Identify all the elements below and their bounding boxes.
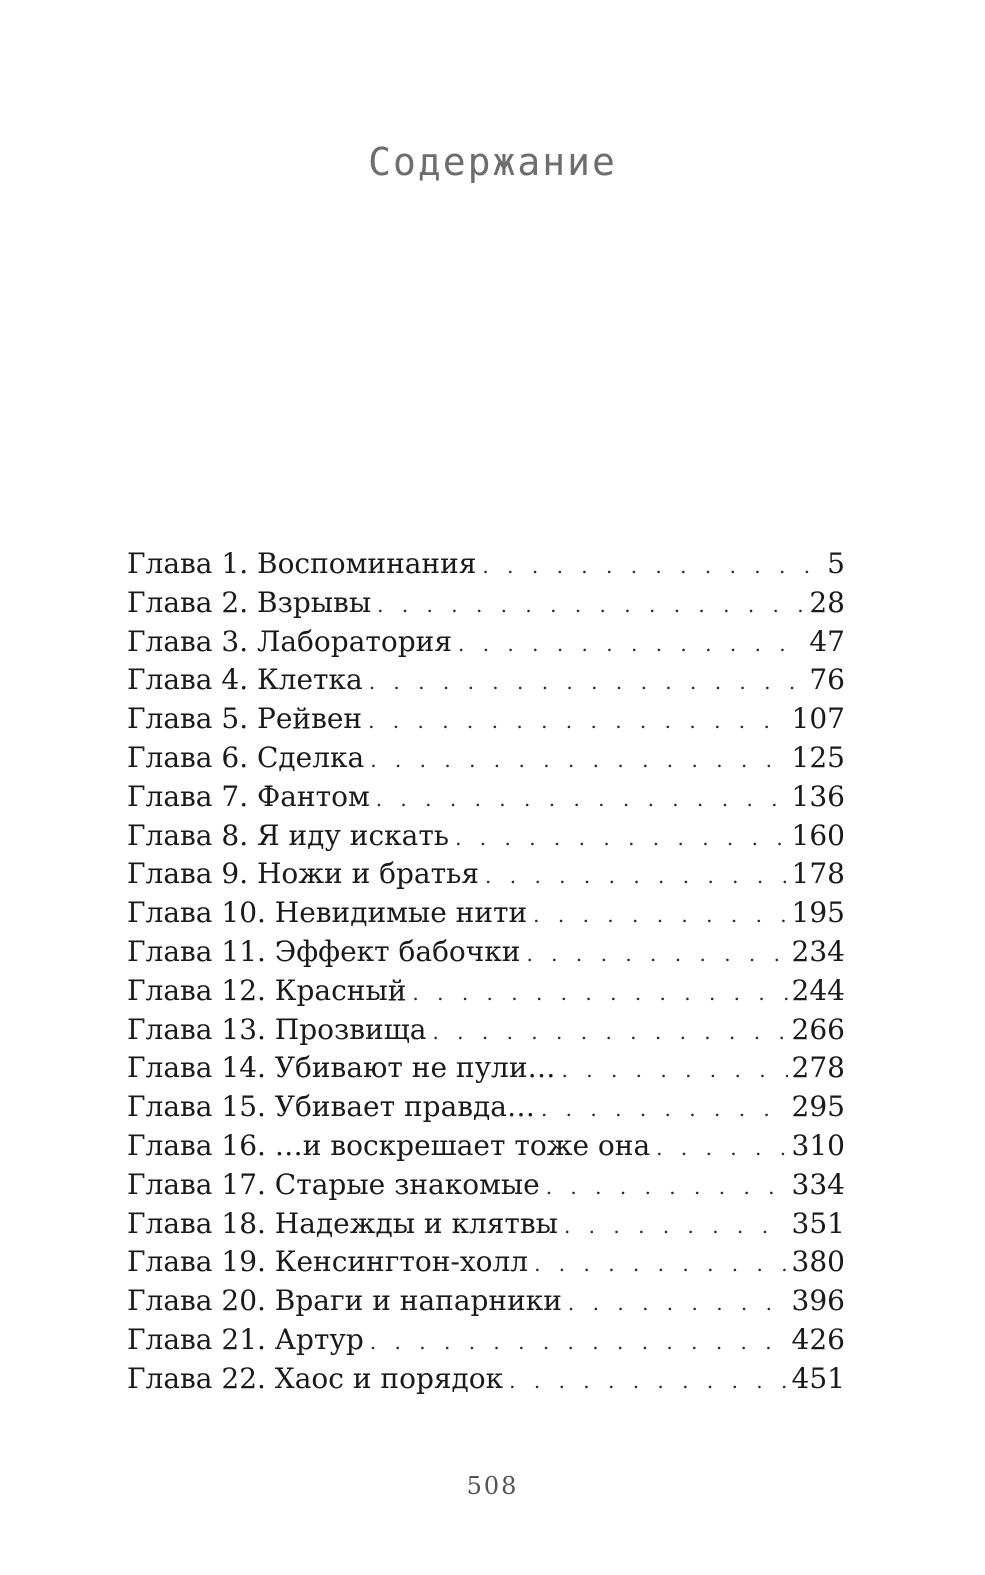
toc-entry-page: 426	[791, 1322, 845, 1356]
toc-entry-title: Глава 17. Старые знакомые	[127, 1167, 540, 1201]
toc-entry[interactable]	[127, 1243, 845, 1282]
toc-entry-title: Глава 15. Убивает правда…	[127, 1090, 535, 1124]
toc-entry[interactable]	[127, 1088, 845, 1127]
dot-leader	[541, 1090, 788, 1129]
dot-leader	[509, 1362, 787, 1401]
toc-entry[interactable]	[127, 972, 845, 1011]
toc-entry-page: 295	[791, 1090, 845, 1124]
toc-entry-page: 136	[791, 779, 845, 813]
toc-entry[interactable]	[127, 855, 845, 894]
dot-leader	[533, 896, 787, 935]
toc-entry[interactable]	[127, 1166, 845, 1205]
dot-leader	[562, 1051, 788, 1090]
toc-entry-page: 28	[809, 585, 845, 619]
toc-entry-title: Глава 13. Прозвища	[127, 1012, 427, 1046]
toc-entry[interactable]	[127, 817, 845, 856]
toc-entry[interactable]	[127, 700, 845, 739]
toc-entry-page: 451	[791, 1361, 845, 1395]
toc-entry-title: Глава 8. Я иду искать	[127, 818, 450, 852]
toc-entry-page: 178	[791, 857, 845, 891]
toc-entry[interactable]	[127, 1321, 845, 1360]
toc-entry-title: Глава 21. Артур	[127, 1322, 364, 1356]
dot-leader	[564, 1207, 788, 1246]
toc-entry-title: Глава 9. Ножи и братья	[127, 857, 480, 891]
toc-entry-page: 396	[791, 1284, 845, 1318]
toc-entry[interactable]	[127, 933, 845, 972]
toc-entry-page: 380	[791, 1245, 845, 1279]
toc-entry-title: Глава 19. Кенсингтон-холл	[127, 1245, 529, 1279]
toc-entry[interactable]	[127, 1049, 845, 1088]
dot-leader	[376, 780, 788, 819]
dot-leader	[455, 819, 787, 858]
toc-entry-page: 195	[791, 896, 845, 930]
toc-entry-title: Глава 20. Враги и напарники	[127, 1284, 562, 1318]
dot-leader	[656, 1129, 787, 1168]
toc-entry-title: Глава 22. Хаос и порядок	[127, 1361, 504, 1395]
toc-entry-title: Глава 16. …и воскрешает тоже она	[127, 1128, 651, 1162]
toc-entry-title: Глава 1. Воспоминания	[127, 547, 477, 580]
dot-leader	[412, 974, 787, 1013]
toc-entry-title: Глава 7. Фантом	[127, 779, 370, 813]
toc-entry-title: Глава 3. Лаборатория	[127, 624, 452, 658]
toc-entry-title: Глава 12. Красный	[127, 973, 407, 1007]
toc-entry-page: 266	[791, 1012, 845, 1046]
toc-entry[interactable]	[127, 1360, 845, 1399]
toc-entry[interactable]	[127, 1011, 845, 1050]
toc-entry[interactable]	[127, 1127, 845, 1166]
toc-entry-title: Глава 18. Надежды и клятвы	[127, 1206, 558, 1240]
toc-entry-title: Глава 10. Невидимые нити	[127, 896, 528, 930]
page-title: Содержание	[368, 140, 617, 184]
table-of-contents	[127, 545, 845, 1399]
dot-leader	[526, 935, 787, 974]
dot-leader	[432, 1013, 787, 1052]
toc-entry[interactable]	[127, 545, 845, 584]
toc-entry[interactable]	[127, 1205, 845, 1244]
toc-entry-title: Глава 5. Рейвен	[127, 702, 363, 736]
toc-entry-title: Глава 2. Взрывы	[127, 585, 372, 619]
dot-leader	[546, 1168, 788, 1207]
dot-leader	[568, 1284, 788, 1323]
toc-entry[interactable]	[127, 1282, 845, 1321]
dot-leader	[485, 857, 788, 896]
dot-leader	[370, 1323, 788, 1362]
dot-leader	[458, 625, 805, 664]
toc-entry-page: 47	[809, 624, 845, 658]
toc-entry[interactable]	[127, 661, 845, 700]
toc-entry[interactable]	[127, 894, 845, 933]
dot-leader	[377, 586, 805, 625]
toc-entry-page: 234	[791, 934, 845, 968]
toc-entry-page: 310	[791, 1128, 845, 1162]
dot-leader	[534, 1245, 787, 1284]
toc-entry-page: 5	[827, 547, 845, 580]
toc-entry-page: 244	[791, 973, 845, 1007]
toc-entry-page: 351	[791, 1206, 845, 1240]
toc-entry-page: 334	[791, 1167, 845, 1201]
toc-entry-page: 107	[791, 702, 845, 736]
toc-entry[interactable]	[127, 778, 845, 817]
toc-entry-page: 160	[791, 818, 845, 852]
page-number: 508	[466, 1472, 519, 1500]
toc-entry-title: Глава 11. Эффект бабочки	[127, 934, 521, 968]
toc-entry[interactable]	[127, 584, 845, 623]
toc-entry-page: 278	[791, 1051, 845, 1085]
dot-leader	[370, 741, 787, 780]
dot-leader	[482, 547, 823, 586]
dot-leader	[369, 663, 806, 702]
toc-entry-title: Глава 6. Сделка	[127, 740, 365, 774]
toc-entry-title: Глава 14. Убивают не пули…	[127, 1051, 556, 1085]
toc-entry-title: Глава 4. Клетка	[127, 663, 363, 697]
toc-entry-page: 125	[791, 740, 845, 774]
dot-leader	[368, 702, 787, 741]
toc-entry[interactable]	[127, 739, 845, 778]
toc-entry[interactable]	[127, 623, 845, 662]
toc-entry-page: 76	[809, 663, 845, 697]
